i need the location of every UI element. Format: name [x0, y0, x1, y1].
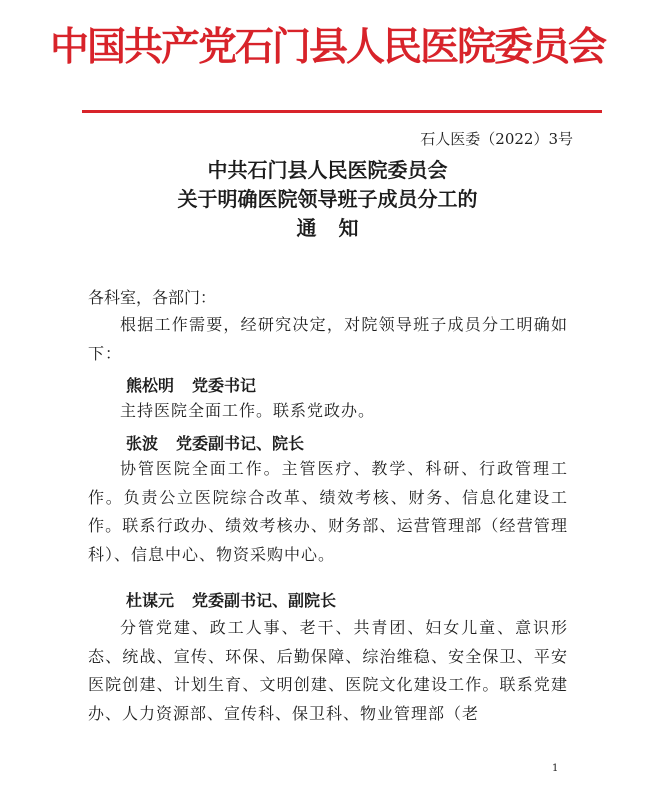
header-red-rule [82, 110, 602, 113]
document-number: 石人医委（2022）3号 [420, 130, 573, 148]
member-position: 党委副书记、副院长 [192, 591, 337, 610]
page-number: 1 [552, 763, 559, 774]
member-name: 杜谋元 [126, 591, 175, 610]
member-heading [126, 588, 336, 611]
member-name: 熊松明 [126, 376, 175, 395]
member-heading [126, 373, 256, 396]
member-duties: 主持医院全面工作。联系党政办。 [120, 401, 376, 420]
notice-title-line-1: 中共石门县人民医院委员会 [207, 158, 448, 182]
member-position: 党委副书记、院长 [176, 434, 305, 453]
notice-title-line-2: 关于明确医院领导班子成员分工的 [177, 187, 478, 211]
notice-title-line-3: 通知 [296, 216, 381, 240]
member-name: 张波 [126, 434, 159, 453]
salutation: 各科室，各部门： [88, 288, 217, 307]
member-duties: 分管党建、政工人事、老干、共青团、妇女儿童、意识形态、统战、宣传、环保、后勤保障、综治维稳、安全保卫、平安医院创建、计划生育、文明创建、医院文化建设工作。联系党建办、人力资源部、宣传科、保卫科、物业管理部（老 [88, 618, 568, 723]
org-header-title: 中国共产党石门县人民医院委员会 [49, 25, 605, 70]
member-heading [126, 431, 304, 454]
intro-paragraph: 根据工作需要，经研究决定，对院领导班子成员分工明确如下： [88, 315, 568, 363]
member-duties: 协管医院全面工作。主管医疗、教学、科研、行政管理工作。负责公立医院综合改革、绩效考核、财务、信息化建设工作。联系行政办、绩效考核办、财务部、运营管理部（经营管理科）、信息中心、物资采购中心。 [88, 459, 568, 564]
member-position: 党委书记 [192, 376, 257, 395]
